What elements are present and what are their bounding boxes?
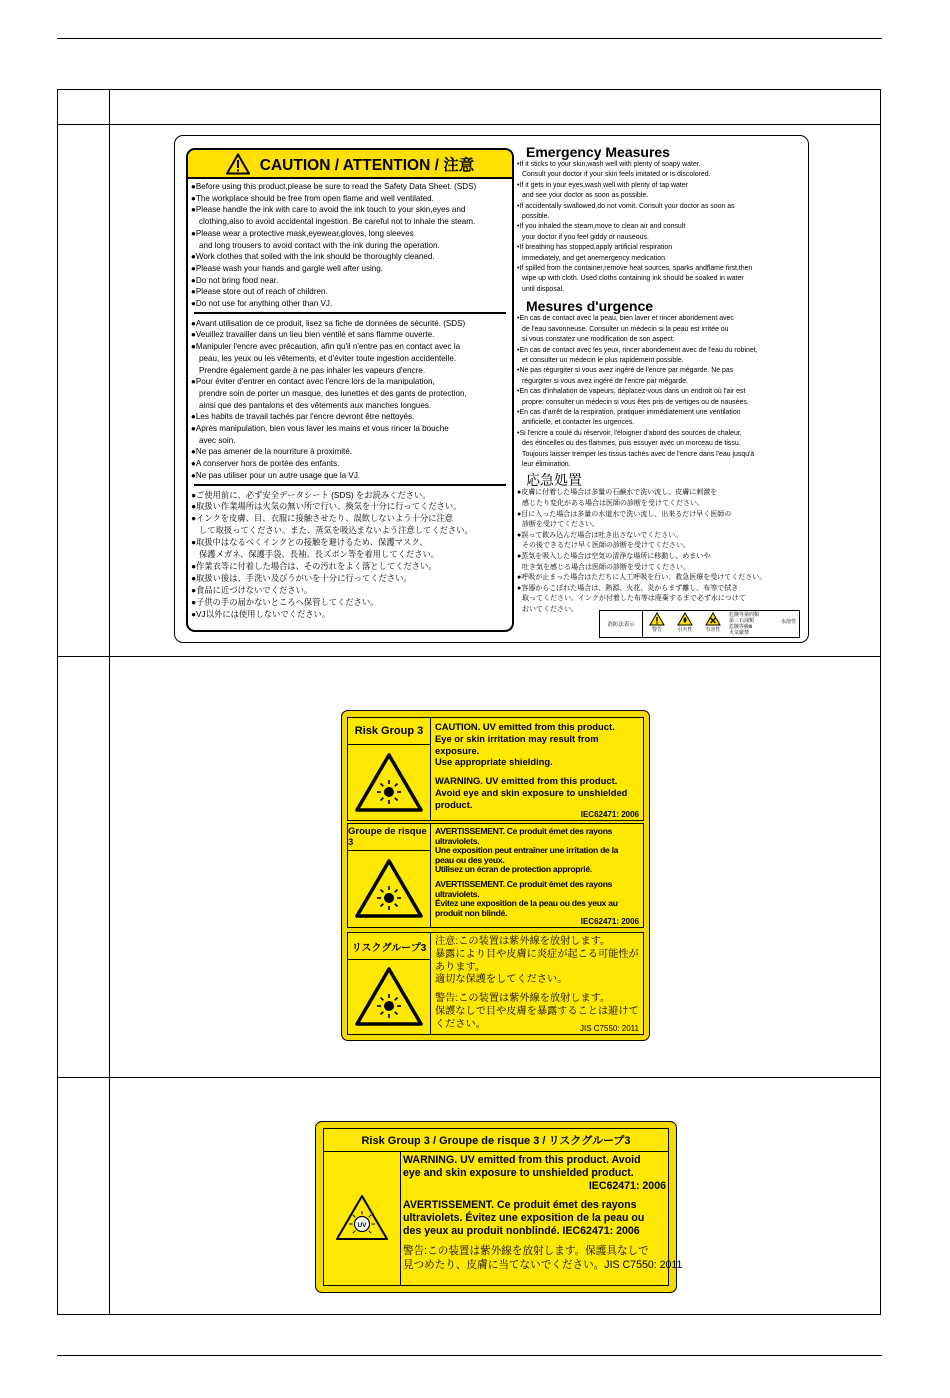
caution-fr-line: Pour éviter d'entrer en contact avec l'encre lors de la manipulation, xyxy=(195,377,435,387)
small-en-line: eye and skin exposure to unshielded product. xyxy=(403,1167,634,1180)
urgence-fr-line: propre: consulter un médecin si vous êtes pris de vertiges ou de nausées. xyxy=(522,398,749,406)
caution-title: CAUTION / ATTENTION / 注意 xyxy=(259,156,475,174)
caution-en-line: Please store out of reach of children. xyxy=(195,287,328,297)
small-jp-line: 警告:この装置は紫外線を放射します。保護具なしで xyxy=(403,1245,649,1258)
caution-en-line: Please wash your hands and gargle well after using. xyxy=(195,263,384,273)
hazard-class-line: 危険等第四類 xyxy=(729,612,760,618)
jp-emergency-line: 感じたり変化がある場合は医師の診断を受けてください。 xyxy=(522,499,704,507)
small-en-std: IEC62471: 2006 xyxy=(588,1180,666,1193)
jis-standard: JIS C7550: 2011 xyxy=(579,1024,639,1033)
small-fr-line: ultraviolets. Évitez une exposition de la peau ou xyxy=(403,1211,645,1224)
header-rule xyxy=(57,38,882,39)
caution-fr-line: Avant utilisation de ce produit, lisez sa fiche de données de sécurité. (SDS) xyxy=(195,318,466,328)
small-fr-line: AVERTISSEMENT. Ce produit émet des rayons xyxy=(403,1198,637,1211)
risk-jp-warning: ください。 xyxy=(435,1018,486,1030)
jp-emergency-line: 診断を受けてください。 xyxy=(522,521,599,529)
emergency-en-line: possible. xyxy=(522,213,550,221)
caution-fr-line: avec soin. xyxy=(199,435,236,445)
caution-fr-line: Ne pas amener de la nourriture à proximité. xyxy=(195,447,352,457)
hazard-class-line: 火気厳禁 xyxy=(729,630,750,636)
caution-jp-line: ご使用前に、必ず安全データシート (SDS) をお読みください。 xyxy=(196,489,431,500)
caution-fr-line: Manipuler l'encre avec précaution, afin qu'il n'entre pas en contact avec la xyxy=(195,342,461,352)
emergency-en-line: If accidentally swallowed,do not vomit. Consult your doctor as soon as xyxy=(519,202,735,210)
caution-jp-line: インクを皮膚、目、衣服に接触させたり、誤飲しないよう十分に注意 xyxy=(196,513,454,524)
jp-emergency-title: 応急処置 xyxy=(526,472,582,489)
table-row-divider xyxy=(57,656,881,657)
urgence-fr-line: Si l'encre a coulé du réservoir, l'éloigner d'abord des sources de chaleur, xyxy=(519,429,742,437)
jp-emergency-line: 吐き気を感じる場合は医師の診断を受けてください。 xyxy=(522,563,690,571)
uv-radiation-icon xyxy=(354,858,424,920)
caution-en-line: Work clothes that soiled with the ink should be thoroughly cleaned. xyxy=(195,252,435,262)
jp-emergency-line: 蒸気を吸入した場合は空気の清浄な場所に移動し、めまいや xyxy=(521,552,711,560)
caution-en-line: Before using this product,please be sure to read the Safety Data Sheet. (SDS) xyxy=(195,182,477,191)
section-divider xyxy=(194,312,506,314)
iec-standard: IEC62471: 2006 xyxy=(580,917,639,926)
table-row-divider xyxy=(57,124,881,125)
risk-fr-line: Utilisez un écran de protection approprié. xyxy=(435,864,592,875)
small-fr-line: des yeux au produit nonblindé. IEC62471: 2006 xyxy=(403,1225,640,1238)
hazard-icon-caption: 引火性 xyxy=(677,627,693,633)
caution-fr-line: ainsi que des pantalons et des vêtements aux manches longues. xyxy=(199,400,432,410)
uv-icon-text: UV xyxy=(357,1222,367,1229)
urgence-fr-line: En cas d'arrêt de la respiration, pratiquer immédiatement une ventilation xyxy=(519,408,741,416)
emergency-en-line: your doctor if you feel giddy or nauseous. xyxy=(522,233,649,241)
caution-en-line: clothing,also to avoid accidental ingestion. Be careful not to inhale the steam. xyxy=(199,217,476,227)
fire-law-label: 消防法表示 xyxy=(600,611,643,637)
urgence-fr-line: En cas de contact avec la peau, bien laver et rincer abondement avec xyxy=(519,315,734,323)
caution-fr-line: prendre soin de porter un masque, des lunettes et des gants de protection, xyxy=(199,388,467,398)
caution-en-line: and long trousers to avoid contact with the ink during the operation. xyxy=(199,240,440,250)
urgence-fr-line: régurgiter si vous avez ingéré de l'encre par mégarde. xyxy=(522,377,688,385)
small-en-line: WARNING. UV emitted from this product. Avoid xyxy=(403,1154,641,1166)
risk-group-label xyxy=(341,710,650,1041)
risk-jp-line: 暴露により目や皮膚に炎症が起こる可能性が xyxy=(435,948,639,960)
caution-en-line: Please wear a protective mask,eyewear,gloves, long sleeves xyxy=(195,228,414,238)
uv-radiation-icon xyxy=(354,966,424,1028)
risk-en-line: Use appropriate shielding. xyxy=(435,756,553,768)
caution-jp-line: 食品に近づけないでください。 xyxy=(196,584,313,595)
uv-radiation-icon xyxy=(354,752,424,814)
emergency-measures: Emergency Measures •If it sticks to your skin,wash well with plenty of soapy water. Consult your doctor if your skin feels imitated or is discolored. •If it gets in your eyes,wash well with plenty of tap water and see your doctor as soon as possible. •If accidentally swallowed,do not vomit. Consult your doctor as soon as possible. •If you inhaled the steam,move to clean air and consult your doctor if you feel giddy or nauseous. •If breathing has stopped,apply artificial respiration immediately, and get anemergency medication. •If spilled from the container,remove heat sources, sparks andflame first,then wipe up with cloth. Used cloths containing ink should be soaked in water until disposal. Mesures d'urgence •En cas de contact avec la peau, bien laver et rincer abondement avec de l'eau savonneuse. Consulter un médecin si la peau est irritée ou si vous constatez une modification de son aspect. •En cas de contact avec les yeux, rincer abondement avec de l'eau du robinet, et consulter un médecin le plus rapidement possible. •Ne pas régurgiter si vous avez ingéré de l'encre par mégarde. Ne pas régurgiter si vous avez ingéré de l'encre par mégarde. •En cas d'inhalation de vapeurs, déplacez-vous dans un endroit où l'air est propre: consulter un médecin si vous êtes pris de vertiges ou de nausées. •En cas d'arrêt de la respiration, pratiquer immédiatement une ventilation artificielle, et contacter les urgences. •Si l'encre a coulé du réservoir, l'éloigner d'abord des sources de chaleur, des étincelles ou des flammes, puis essuyer avec un morceau de tissu. Toujours laisser tremper les tissus tachés avec de l'encre dans l'eau jusqu'à leur élimination. 応急処置 ●皮膚に付着した場合は多量の石鹸水で洗い流し、皮膚に刺激を 感じたり変化がある場合は医師の診断を受けてください。 ●目に入った場合は多量の水道水で洗い流し、出来るだけ早く医師の 診断を受けてください。 ●誤って飲み込んだ場合は吐き出さないでください。 その後できるだけ早く医師の診断を受けてください。 ●蒸気を吸入した場合は空気の清浄な場所に移動し、めまいや 吐き気を感じる場合は医師の診断を受けてください。 ●呼吸が止まった場合はただちに人工呼吸を行い、救急医療を受けてください。 ●容器からこぼれた場合は、熱源、火花、炎からまず離し、布等で拭き 取ってください。インクが付着した布等は廃棄するまで必ず水につけて おいてください。 xyxy=(517,144,807,616)
risk-group-en-block xyxy=(347,717,644,821)
jp-emergency-line: 容器からこぼれた場合は、熱源、火花、炎からまず離し、布等で拭き xyxy=(521,584,739,592)
emergency-en-line: wipe up with cloth. Used cloths containing ink should be soaked in water xyxy=(522,275,744,283)
caution-jp-line: 保護メガネ、保護手袋、長袖、長ズボン等を着用してください。 xyxy=(199,549,440,560)
emergency-en-line: If spilled from the container,remove heat sources, sparks andflame first,then xyxy=(519,265,753,273)
table-column-divider xyxy=(109,89,110,1315)
risk-en-line: CAUTION. UV emitted from this product. xyxy=(435,721,615,732)
exclamation-hazard-icon xyxy=(649,612,665,626)
caution-fr-line: Les habits de travail tachés par l'encre devront être nettoyés. xyxy=(195,412,415,422)
risk-en-line: exposure. xyxy=(435,744,480,756)
urgence-fr-line: et consulter un médecin le plus rapidement possible. xyxy=(522,356,684,364)
risk-jp-warning: 警告:この装置は紫外線を放射します。 xyxy=(435,993,611,1005)
hazard-flammable xyxy=(671,611,699,637)
small-label-header: Risk Group 3 / Groupe de risque 3 / リスクグループ3 xyxy=(324,1129,668,1152)
risk-jp-line: 適切な保護をしてください。 xyxy=(435,974,568,986)
emergency-en-line: If you inhaled the steam,move to clean air and consult xyxy=(519,223,686,231)
caution-en-section: ●Before using this product,please be sure to read the Safety Data Sheet. (SDS) ●The workplace should be free from open flame and well ventilated. ●Please handle the ink with care to avoid the ink touch to your skin,eyes and clothing,also to avoid accidental ingestion. Be careful not to inhale the steam. ●Please wear a protective mask,eyewear,gloves, long sleeves and long trousers to avoid contact with the ink during the operation. ●Work clothes that soiled with the ink should be thoroughly cleaned. ●Please wash your hands and gargle well after using. ●Do not bring food near. ●Please store out of reach of children. ●Do not use for anything other than VJ. xyxy=(188,179,512,310)
flame-hazard-icon xyxy=(677,612,693,626)
risk-group-jp-block xyxy=(347,932,644,1035)
risk-group-small-label xyxy=(315,1121,683,1293)
fire-law-hazard-box xyxy=(599,610,800,638)
risk-jp-warning: 保護なしで目や皮膚を暴露することは避けて xyxy=(435,1005,639,1017)
risk-en-warning: Avoid eye and skin exposure to unshielded xyxy=(435,786,628,798)
hazard-icon-caption: 有害性 xyxy=(705,627,721,633)
caution-jp-line: 取扱い後は、手洗い及びうがいを十分に行ってください。 xyxy=(196,572,412,583)
urgence-fr-line: En cas de contact avec les yeux, rincer abondement avec de l'eau du robinet, xyxy=(519,346,758,354)
emergency-en-line: until disposal. xyxy=(522,285,565,293)
warning-triangle-icon xyxy=(226,153,250,175)
risk-fr-warning: produit non blindé. xyxy=(435,907,508,918)
emergency-en-line: and see your doctor as soon as possible. xyxy=(522,192,649,200)
risk-group-fr-block xyxy=(347,823,644,928)
caution-jp-section: ●ご使用前に、必ず安全データシート (SDS) をお読みください。 ●取扱い作業場所は火気の無い所で行い、換気を十分に行ってください。 ●インクを皮膚、目、衣服に接触させたり、誤飲しないよう十分に注意 して取扱ってください。また、蒸気を吸込まないよう注意してください。 ●取扱中はなるべくインクとの接触を避けるため、保護マスク、 保護メガネ、保護手袋、長袖、長ズボン等を着用してください。 ●作業衣等に付着した場合は、その汚れをよく落としてください。 ●取扱い後は、手洗い及びうがいを十分に行ってください。 ●食品に近づけないでください。 ●子供の手の届かないところへ保管してください。 ●VJ以外には使用しないでください。 xyxy=(188,488,512,621)
caution-fr-line: A conserver hors de portée des enfants. xyxy=(195,459,340,469)
iec-standard: IEC62471: 2006 xyxy=(580,810,639,819)
risk-group-jp-title: リスクグループ3 xyxy=(348,933,430,960)
jp-emergency-line: 皮膚に付着した場合は多量の石鹸水で洗い流し、皮膚に刺激を xyxy=(521,489,718,497)
risk-fr-warning: AVERTISSEMENT. Ce produit émet des rayons xyxy=(435,878,613,889)
jp-emergency-line: その後できるだけ早く医師の診断を受けてください。 xyxy=(522,542,690,550)
risk-fr-line: peau ou des yeux. xyxy=(435,854,505,865)
risk-en-warning: product. xyxy=(435,798,473,810)
caution-fr-line: Ne pas utiliser pour un autre usage que la VJ. xyxy=(195,470,361,480)
small-jp-line: 見つめたり、皮膚に当てないでください。JIS C7550: 2011 xyxy=(403,1259,683,1272)
jp-emergency-line: 目に入った場合は多量の水道水で洗い流し、出来るだけ早く医師の xyxy=(521,510,732,518)
risk-jp-line: 注意:この装置は紫外線を放射します。 xyxy=(435,936,611,947)
emergency-en-line: If breathing has stopped,apply artificial respiration xyxy=(519,244,673,252)
caution-fr-line: Prendre également garde à ne pas inhaler les vapeurs d'encre. xyxy=(199,365,426,375)
emergency-en-line: If it gets in your eyes,wash well with plenty of tap water xyxy=(519,181,688,189)
footer-rule xyxy=(57,1355,882,1356)
risk-group-fr-title: Groupe de risque 3 xyxy=(348,824,430,851)
jp-emergency-line: おいてください。 xyxy=(522,605,578,613)
caution-fr-line: peau, les yeux ou les vêtements, et d'éviter toute ingestion accidentelle. xyxy=(199,353,457,363)
caution-jp-line: 子供の手の届かないところへ保管してください。 xyxy=(196,596,379,607)
emergency-en-line: Consult your doctor if your skin feels imitated or is discolored. xyxy=(522,171,711,179)
section-divider xyxy=(194,484,506,486)
hazard-warning xyxy=(643,611,671,637)
risk-fr-line: Une exposition peut entraîner une irritation de la xyxy=(435,845,619,856)
caution-jp-line: 取扱中はなるべくインクとの接触を避けるため、保護マスク、 xyxy=(196,537,428,548)
hazard-classification xyxy=(727,611,799,637)
harmful-hazard-icon xyxy=(705,612,721,626)
caution-jp-line: 取扱い作業場所は火気の無い所で行い、換気を十分に行ってください。 xyxy=(196,501,462,512)
risk-jp-line: あります。 xyxy=(435,961,486,973)
caution-fr-line: Veuillez travailler dans un lieu bien ventilé et sans flamme ouverte. xyxy=(195,330,435,340)
caution-header xyxy=(188,150,512,179)
urgence-fr-line: En cas d'inhalation de vapeurs, déplacez-vous dans un endroit où l'air est xyxy=(519,388,746,396)
risk-fr-line: ultraviolets. xyxy=(435,835,480,846)
water-soluble-text: 水溶性 xyxy=(780,619,796,625)
jp-emergency-line: 取ってください。インクが付着した布等は廃棄するまで必ず水につけて xyxy=(522,595,746,603)
hazard-icon-caption: 警告 xyxy=(651,627,662,633)
risk-fr-line: AVERTISSEMENT. Ce produit émet des rayons xyxy=(435,826,613,836)
urgence-fr-line: des étincelles ou des flammes, puis essuyer avec un morceau de tissu. xyxy=(522,440,741,448)
jp-emergency-line: 誤って飲み込んだ場合は吐き出さないでください。 xyxy=(521,531,683,539)
caution-jp-line: 作業衣等に付着した場合は、その汚れをよく落としてください。 xyxy=(196,561,437,572)
risk-fr-warning: Évitez une exposition de la peau ou des yeux au xyxy=(435,898,618,909)
risk-fr-warning: ultraviolets. xyxy=(435,888,480,899)
emergency-en-line: immediately, and get anemergency medication. xyxy=(522,254,667,262)
caution-fr-line: Après manipulation, bien vous laver les mains et vous rincer la bouche xyxy=(195,424,449,434)
urgence-fr-line: si vous constatez une modification de son aspect. xyxy=(522,336,675,344)
caution-en-line: Do not use for anything other than VJ. xyxy=(195,299,333,309)
caution-fr-section: ●Avant utilisation de ce produit, lisez sa fiche de données de sécurité. (SDS) ●Veuillez travailler dans un lieu bien ventilé et sans flamme ouverte. ●Manipuler l'encre avec précaution, afin qu'il n'entre pas en contact avec la peau, les yeux ou les vêtements, et d'éviter toute ingestion accidentelle. Prendre également garde à ne pas inhaler les vapeurs d'encre. ●Pour éviter d'entrer en contact avec l'encre lors de la manipulation, prendre soin de porter un masque, des lunettes et des gants de protection, ainsi que des pantalons et des vêtements aux manches longues. ●Les habits de travail tachés par l'encre devront être nettoyés. ●Après manipulation, bien vous laver les mains et vous rincer la bouche avec soin. ●Ne pas amener de la nourriture à proximité. ●A conserver hors de portée des enfants. ●Ne pas utiliser pour un autre usage que la VJ. xyxy=(188,316,512,482)
hazard-class-line: 危険等級Ⅲ xyxy=(729,624,753,630)
caution-jp-line: VJ以外には使用しないでください。 xyxy=(196,608,331,619)
caution-label xyxy=(174,135,809,643)
urgence-fr-line: de l'eau savonneuse. Consulter un médecin si la peau est irritée ou xyxy=(522,325,729,333)
hazard-class-line: 第三石油類 xyxy=(729,618,755,624)
caution-box xyxy=(186,148,514,632)
table-row-divider xyxy=(57,1077,881,1078)
caution-en-line: Please handle the ink with care to avoid the ink touch to your skin,eyes and xyxy=(195,205,466,215)
risk-en-line: Eye or skin irritation may result from xyxy=(435,732,599,744)
urgence-title: Mesures d'urgence xyxy=(526,298,654,315)
urgence-fr-line: Ne pas régurgiter si vous avez ingéré de l'encre par mégarde. Ne pas xyxy=(519,367,734,375)
caution-jp-line: して取扱ってください。また、蒸気を吸込まないよう注意してください。 xyxy=(199,525,473,536)
jp-emergency-line: 呼吸が止まった場合はただちに人工呼吸を行い、救急医療を受けてください。 xyxy=(521,574,767,582)
risk-en-warning: WARNING. UV emitted from this product. xyxy=(435,775,618,787)
risk-group-en-title: Risk Group 3 xyxy=(348,718,430,745)
urgence-fr-line: leur élimination. xyxy=(522,460,571,468)
uv-lamp-icon xyxy=(334,1193,390,1243)
emergency-title: Emergency Measures xyxy=(526,144,670,160)
emergency-en-line: If it sticks to your skin,wash well with plenty of soapy water. xyxy=(519,161,701,168)
urgence-fr-line: Toujours laisser tremper les tissus tachés avec de l'encre dans l'eau jusqu'à xyxy=(522,450,755,458)
caution-en-line: Do not bring food near. xyxy=(195,275,279,285)
urgence-fr-line: artificielle, et contacter les urgences. xyxy=(522,419,635,427)
caution-en-line: The workplace should be free from open flame and well ventilated. xyxy=(195,193,434,203)
hazard-harmful xyxy=(699,611,727,637)
